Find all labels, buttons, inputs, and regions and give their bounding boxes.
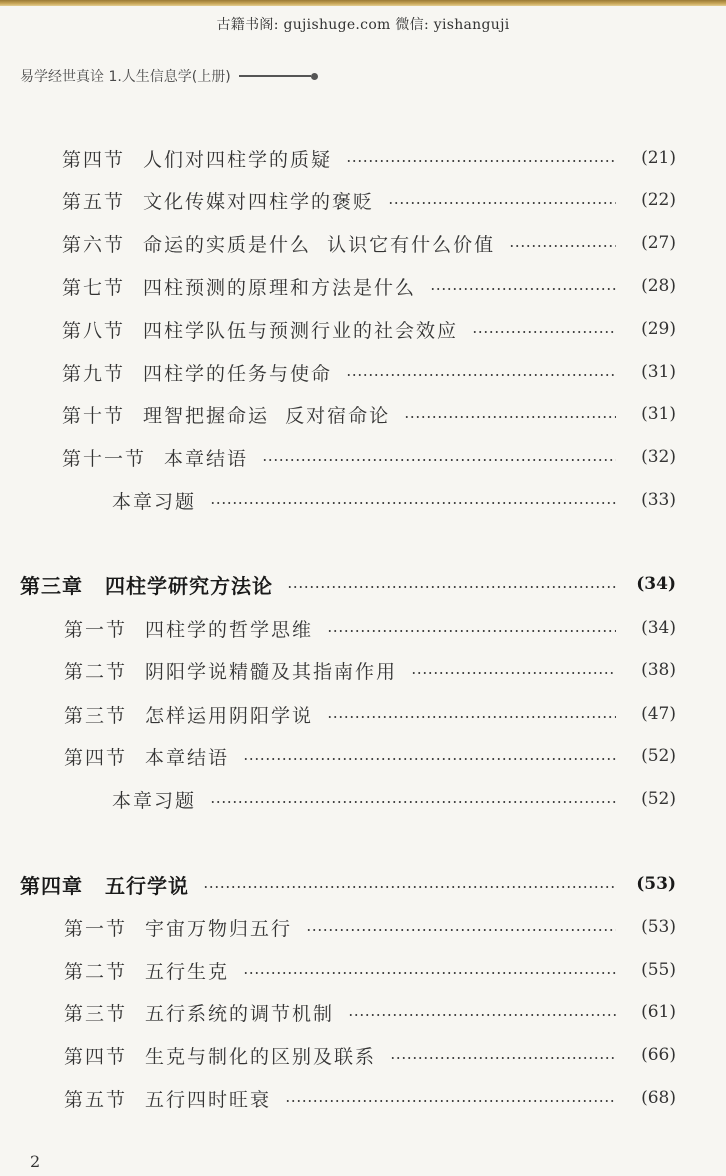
toc-title: 五行生克: [145, 960, 230, 983]
toc-label: 第二节: [64, 660, 128, 683]
toc-entry[interactable]: [0, 357, 726, 387]
dot-leader: [346, 374, 616, 376]
toc-page: (32): [641, 447, 676, 467]
toc-entry-exercises[interactable]: [0, 485, 726, 515]
toc-page: (53): [636, 874, 676, 894]
dot-leader: [210, 801, 616, 803]
toc-entry[interactable]: [0, 655, 726, 685]
toc-entry[interactable]: [0, 1040, 726, 1070]
toc-page: (21): [641, 148, 676, 168]
toc-label: 第三节: [64, 704, 128, 727]
dot-leader: [262, 459, 616, 461]
toc-page: (52): [641, 789, 676, 809]
dot-leader: [388, 202, 616, 204]
toc-title: 四柱预测的原理和方法是什么: [143, 276, 417, 299]
toc-title: 宇宙万物归五行: [145, 917, 293, 940]
toc-title: 四柱学的任务与使命: [143, 362, 333, 385]
dot-leader: [390, 1057, 616, 1059]
toc-label: 第十一节: [62, 447, 147, 470]
toc-page: (33): [641, 490, 676, 510]
toc-title: 本章结语: [145, 746, 230, 769]
dot-leader: [411, 672, 616, 674]
toc-label: 第四节: [64, 746, 128, 769]
dot-leader: [327, 716, 616, 718]
toc-title: 四柱学队伍与预测行业的社会效应: [143, 319, 459, 342]
toc-chapter[interactable]: [0, 569, 726, 599]
toc-page: (34): [636, 574, 676, 594]
toc-page: (52): [641, 746, 676, 766]
toc-entry[interactable]: [0, 699, 726, 729]
toc-page: (27): [641, 233, 676, 253]
toc-page: (22): [641, 190, 676, 210]
toc-entry[interactable]: [0, 1083, 726, 1113]
toc-page: (53): [641, 917, 676, 937]
toc-entry[interactable]: [0, 185, 726, 215]
toc-entry[interactable]: [0, 997, 726, 1027]
header-dot-icon: [311, 73, 318, 80]
dot-leader: [348, 1014, 616, 1016]
toc-title: 文化传媒对四柱学的褒贬: [143, 190, 375, 213]
toc-title: 生克与制化的区别及联系: [145, 1045, 377, 1068]
dot-leader: [472, 331, 616, 333]
top-border-rule: [0, 0, 726, 6]
toc-title: 怎样运用阴阳学说: [145, 704, 314, 727]
toc-label: 第二节: [64, 960, 128, 983]
toc-title: 命运的实质是什么 认识它有什么价值: [143, 233, 496, 256]
toc-title: 人们对四柱学的质疑: [143, 148, 333, 171]
toc-label: 第八节: [62, 319, 126, 342]
toc-entry[interactable]: [0, 143, 726, 173]
watermark-text: 古籍书阁: gujishuge.com 微信: yishanguji: [216, 17, 510, 33]
toc-label: 第九节: [62, 362, 126, 385]
toc-label: 第五节: [62, 190, 126, 213]
toc-title: 本章习题: [112, 490, 197, 513]
dot-leader: [243, 972, 616, 974]
toc-page: (61): [641, 1002, 676, 1022]
toc-label: 第三节: [64, 1002, 128, 1025]
toc-label: 第四节: [62, 148, 126, 171]
dot-leader: [243, 758, 616, 760]
toc-label: 第四节: [64, 1045, 128, 1068]
toc-chapter-title: 四柱学研究方法论: [105, 573, 273, 598]
dot-leader: [287, 586, 616, 588]
toc-entry[interactable]: [0, 912, 726, 942]
dot-leader: [430, 288, 616, 290]
dot-leader: [327, 630, 616, 632]
toc-chapter-title: 五行学说: [105, 873, 189, 898]
toc-page: (38): [641, 660, 676, 680]
toc-page: (29): [641, 319, 676, 339]
toc-title: 五行四时旺衰: [145, 1088, 272, 1111]
toc-chapter-label: 第三章: [20, 573, 83, 598]
toc-page: (31): [641, 404, 676, 424]
dot-leader: [285, 1100, 616, 1102]
toc-entry[interactable]: [0, 271, 726, 301]
toc-entry[interactable]: [0, 955, 726, 985]
toc-entry[interactable]: [0, 228, 726, 258]
toc-title: 本章结语: [164, 447, 249, 470]
toc-label: 第六节: [62, 233, 126, 256]
toc-page: (68): [641, 1088, 676, 1108]
toc-page: (34): [641, 618, 676, 638]
toc-label: 第五节: [64, 1088, 128, 1111]
toc-label: 第一节: [64, 618, 128, 641]
toc-entry[interactable]: [0, 399, 726, 429]
toc-page: (47): [641, 704, 676, 724]
toc-page: (31): [641, 362, 676, 382]
toc-entry-exercises[interactable]: [0, 784, 726, 814]
toc-page: (55): [641, 960, 676, 980]
toc-title: 四柱学的哲学思维: [145, 618, 314, 641]
toc-title: 五行系统的调节机制: [145, 1002, 335, 1025]
toc-label: 第十节: [62, 404, 126, 427]
toc-title: 本章习题: [112, 789, 197, 812]
toc-title: 理智把握命运 反对宿命论: [143, 404, 391, 427]
running-header: [20, 66, 318, 86]
toc-entry[interactable]: [0, 741, 726, 771]
toc-label: 第一节: [64, 917, 128, 940]
running-title: 易学经世真诠 1.人生信息学(上册): [20, 69, 231, 85]
toc-title: 阴阳学说精髓及其指南作用: [145, 660, 398, 683]
dot-leader: [203, 886, 616, 888]
dot-leader: [509, 245, 616, 247]
toc-page: (66): [641, 1045, 676, 1065]
toc-entry[interactable]: [0, 442, 726, 472]
toc-entry[interactable]: [0, 314, 726, 344]
toc-chapter[interactable]: [0, 869, 726, 899]
page-number: 2: [30, 1152, 41, 1171]
toc-chapter-label: 第四章: [20, 873, 83, 898]
dot-leader: [210, 502, 616, 504]
toc-label: 第七节: [62, 276, 126, 299]
dot-leader: [306, 929, 616, 931]
header-rule: [239, 75, 311, 77]
dot-leader: [404, 416, 616, 418]
dot-leader: [346, 160, 616, 162]
toc-page: (28): [641, 276, 676, 296]
toc-entry[interactable]: [0, 613, 726, 643]
